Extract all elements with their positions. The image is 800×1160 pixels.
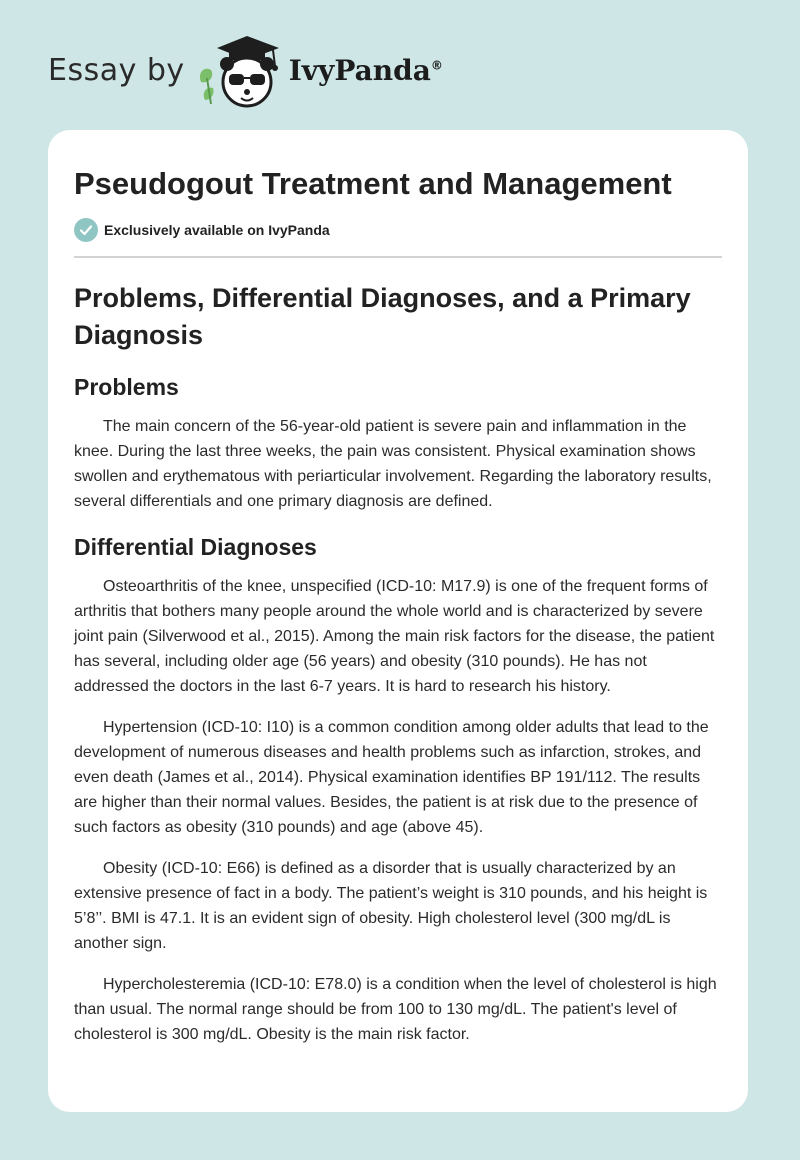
problems-heading: Problems (74, 374, 179, 400)
paragraph: Obesity (ICD-10: E66) is defined as a disorder that is usually characterized by an extensive presence of fact in a body. The patient’s weight is 310 pounds, and his height is 5’8’’. BMI is 47.1. It is an evident sign of obesity. High cholesterol level (300 mg/dL is another sign. (74, 860, 708, 952)
exclusive-badge (74, 218, 722, 242)
paragraph: Hypercholesteremia (ICD-10: E78.0) is a condition when the level of cholesterol is high than usual. The normal range should be from 100 to 130 mg/dL. The patient's level of cholesterol is 300 mg/dL. Obesity is the main risk factor. (74, 976, 717, 1043)
badge-text: Exclusively available on IvyPanda (104, 222, 330, 238)
brand-name[interactable]: IvyPanda® (288, 53, 443, 87)
check-circle-icon (74, 218, 98, 242)
section-heading: Problems, Differential Diagnoses, and a Primary Diagnosis (74, 283, 691, 350)
trademark-symbol: ® (430, 58, 443, 73)
divider (74, 256, 722, 258)
paragraph: Osteoarthritis of the knee, unspecified (ICD-10: M17.9) is one of the frequent forms of arthritis that bothers many people around the whole world and is characterized by severe joint pain (Silverwood et al., 2015). Among the main risk factors for the disease, the patient has several, including older age (56 years) and obesity (310 pounds). He has not addressed the doctors in the last 6-7 years. It is hard to research his history. (74, 578, 715, 695)
essay-card (48, 130, 748, 1112)
paragraph: The main concern of the 56-year-old patient is severe pain and inflammation in the knee. During the last three weeks, the pain was consistent. Physical examination shows swollen and erythematous with periarticular involvement. Regarding the laboratory results, several differentials and one primary diagnosis are defined. (74, 418, 712, 510)
panda-graduate-icon[interactable] (195, 30, 285, 110)
differentials-heading: Differential Diagnoses (74, 534, 317, 560)
essay-by-label: Essay by (48, 52, 185, 88)
page-title: Pseudogout Treatment and Management (74, 166, 672, 201)
paragraph: Hypertension (ICD-10: I10) is a common condition among older adults that lead to the development of numerous diseases and health problems such as infarction, strokes, and even death (James et al., 2014). Physical examination identifies BP 191/112. The results are higher than their normal values. Besides, the patient is at risk due to the presence of such factors as obesity (310 pounds) and age (above 45). (74, 719, 709, 836)
site-header (48, 30, 443, 110)
